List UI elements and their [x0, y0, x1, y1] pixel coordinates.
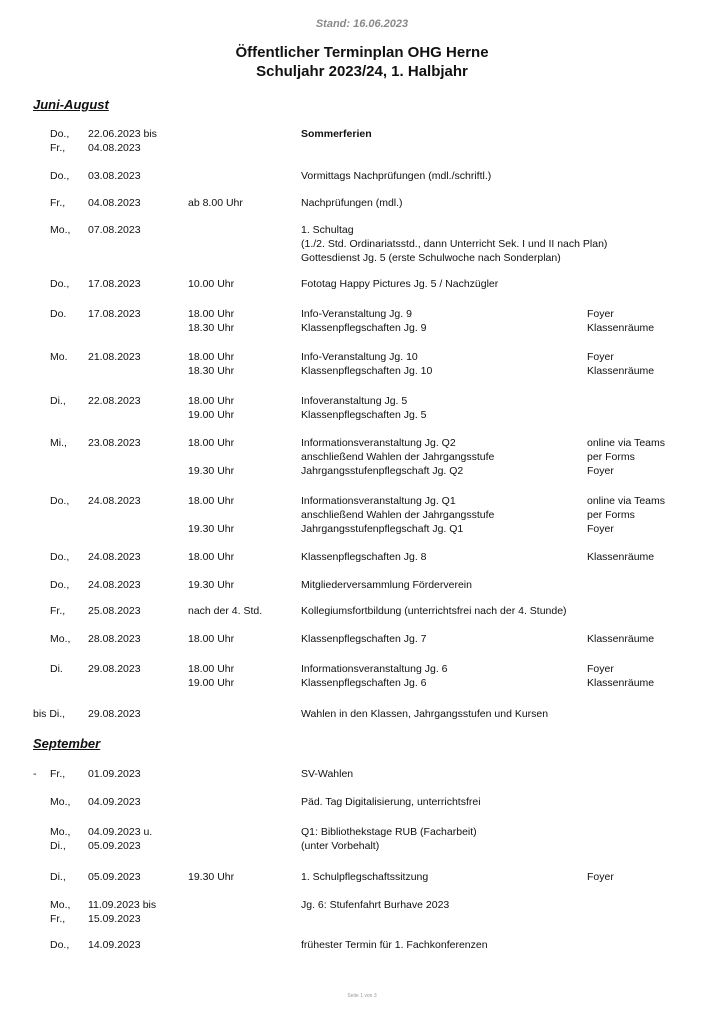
row-time: 18.30 Uhr [188, 322, 235, 334]
row-event: Informationsveranstaltung Jg. Q1 [301, 495, 456, 507]
row-time: 18.00 Uhr [188, 633, 235, 645]
row-location: Klassenräume [587, 551, 655, 563]
row-time: 19.30 Uhr [188, 579, 235, 591]
row-location: Klassenräume [587, 365, 655, 377]
row-day: Mo., [50, 633, 71, 645]
row-time: 10.00 Uhr [188, 278, 235, 290]
row-location: per Forms [587, 451, 635, 463]
row-day: Do., [50, 551, 70, 563]
row-event: Nachprüfungen (mdl.) [301, 197, 403, 209]
row-event: Info-Veranstaltung Jg. 10 [301, 351, 418, 363]
row-event: Kollegiumsfortbildung (unterrichtsfrei nach der 4. Stunde) [301, 605, 567, 617]
row-event: Jahrgangsstufenpflegschaft Jg. Q1 [301, 523, 464, 535]
row-location: per Forms [587, 509, 635, 521]
row-day: Di., [50, 871, 66, 883]
row-time: 19.30 Uhr [188, 465, 235, 477]
row-day: Mo., [50, 224, 71, 236]
row-day: Do., [50, 495, 70, 507]
row-location: online via Teams [587, 495, 666, 507]
row-event: Info-Veranstaltung Jg. 9 [301, 308, 412, 320]
row-time: 18.00 Uhr [188, 495, 235, 507]
row-location: Foyer [587, 351, 614, 363]
row-event: Sommerferien [301, 128, 372, 140]
row-date: 04.09.2023 [88, 796, 141, 808]
row-event: Klassenpflegschaften Jg. 6 [301, 677, 427, 689]
row-time: 18.30 Uhr [188, 365, 235, 377]
row-event: 1. Schultag [301, 224, 354, 236]
row-day: Di., [50, 840, 66, 852]
row-time: 18.00 Uhr [188, 437, 235, 449]
row-time: 19.30 Uhr [188, 871, 235, 883]
row-date: 29.08.2023 [88, 663, 141, 675]
page-title: Öffentlicher Terminplan OHG Herne [235, 44, 489, 61]
row-date: 21.08.2023 [88, 351, 141, 363]
row-day: Mo., [50, 796, 71, 808]
row-day: Do., [50, 939, 70, 951]
row-date: 03.08.2023 [88, 170, 141, 182]
row-event: Klassenpflegschaften Jg. 10 [301, 365, 433, 377]
row-date: 05.09.2023 [88, 840, 141, 852]
row-event: Fototag Happy Pictures Jg. 5 / Nachzügler [301, 278, 499, 290]
row-event: Infoveranstaltung Jg. 5 [301, 395, 408, 407]
row-date: 05.09.2023 [88, 871, 141, 883]
row-location: Foyer [587, 465, 614, 477]
page-subtitle: Schuljahr 2023/24, 1. Halbjahr [256, 63, 468, 80]
row-date: 24.08.2023 [88, 579, 141, 591]
row-date: 23.08.2023 [88, 437, 141, 449]
row-time: ab 8.00 Uhr [188, 197, 243, 209]
row-event: Wahlen in den Klassen, Jahrgangsstufen und Kursen [301, 708, 549, 720]
row-date: 29.08.2023 [88, 708, 141, 720]
row-event: frühester Termin für 1. Fachkonferenzen [301, 939, 488, 951]
row-day: Fr., [50, 768, 66, 780]
row-event: anschließend Wahlen der Jahrgangsstufe [301, 509, 495, 521]
row-event: Klassenpflegschaften Jg. 7 [301, 633, 427, 645]
row-event: Klassenpflegschaften Jg. 5 [301, 409, 427, 421]
row-date: 17.08.2023 [88, 278, 141, 290]
row-date: 25.08.2023 [88, 605, 141, 617]
row-event: (unter Vorbehalt) [301, 840, 380, 852]
row-event: Mitgliederversammlung Förderverein [301, 579, 472, 591]
row-location: Klassenräume [587, 633, 655, 645]
row-date: 07.08.2023 [88, 224, 141, 236]
row-location: Klassenräume [587, 322, 655, 334]
row-day: Fr., [50, 605, 66, 617]
row-event: Klassenpflegschaften Jg. 8 [301, 551, 427, 563]
row-day: Do., [50, 278, 70, 290]
row-date: 15.09.2023 [88, 913, 141, 925]
row-time: 18.00 Uhr [188, 551, 235, 563]
row-time: 19.00 Uhr [188, 677, 235, 689]
row-day: Mo. [50, 351, 68, 363]
row-date: 04.08.2023 [88, 197, 141, 209]
row-event: Jg. 6: Stufenfahrt Burhave 2023 [301, 899, 450, 911]
section-heading-september: September [33, 736, 101, 751]
row-time: 18.00 Uhr [188, 395, 235, 407]
row-location: Klassenräume [587, 677, 655, 689]
row-time: 19.00 Uhr [188, 409, 235, 421]
row-day: Do., [50, 170, 70, 182]
row-location: Foyer [587, 308, 614, 320]
row-event: Jahrgangsstufenpflegschaft Jg. Q2 [301, 465, 464, 477]
row-day: Fr., [50, 913, 66, 925]
row-location: Foyer [587, 871, 614, 883]
row-event: 1. Schulpflegschaftssitzung [301, 871, 429, 883]
row-time: 18.00 Uhr [188, 351, 235, 363]
row-date: 24.08.2023 [88, 495, 141, 507]
row-day: Do. [50, 308, 67, 320]
row-event: Q1: Bibliothekstage RUB (Facharbeit) [301, 826, 477, 838]
row-time: 18.00 Uhr [188, 663, 235, 675]
row-event: Vormittags Nachprüfungen (mdl./schriftl.) [301, 170, 492, 182]
row-date: 01.09.2023 [88, 768, 141, 780]
row-event: SV-Wahlen [301, 768, 354, 780]
row-day: Fr., [50, 142, 66, 154]
row-event: Gottesdienst Jg. 5 (erste Schulwoche nach Sonderplan) [301, 252, 561, 264]
row-date: 04.08.2023 [88, 142, 141, 154]
row-day: Do., [50, 128, 70, 140]
row-date: 14.09.2023 [88, 939, 141, 951]
row-day: Mi., [50, 437, 67, 449]
row-location: Foyer [587, 663, 614, 675]
row-day: Mo., [50, 899, 71, 911]
section-heading-juni-august: Juni-August [33, 97, 109, 112]
row-day: Di., [50, 395, 66, 407]
row-event: Päd. Tag Digitalisierung, unterrichtsfrei [301, 796, 481, 808]
row-date: 17.08.2023 [88, 308, 141, 320]
row-event: Klassenpflegschaften Jg. 9 [301, 322, 427, 334]
row-date: 28.08.2023 [88, 633, 141, 645]
row-event: Informationsveranstaltung Jg. Q2 [301, 437, 456, 449]
row-time: 19.30 Uhr [188, 523, 235, 535]
row-location: Foyer [587, 523, 614, 535]
row-time: 18.00 Uhr [188, 308, 235, 320]
row-day: Do., [50, 579, 70, 591]
row-location: online via Teams [587, 437, 666, 449]
row-date: 04.09.2023 u. [88, 826, 153, 838]
row-event: Informationsveranstaltung Jg. 6 [301, 663, 448, 675]
row-day: Di. [50, 663, 63, 675]
row-date: 22.06.2023 bis [88, 128, 157, 140]
page-footer: Seite 1 von 3 [347, 993, 377, 999]
row-date: 22.08.2023 [88, 395, 141, 407]
row-dash: - [33, 768, 37, 780]
row-time: nach der 4. Std. [188, 605, 263, 617]
row-day: Fr., [50, 197, 66, 209]
row-event: anschließend Wahlen der Jahrgangsstufe [301, 451, 495, 463]
stand-date: Stand: 16.06.2023 [315, 18, 409, 30]
row-date: 11.09.2023 bis [88, 899, 157, 911]
row-date: 24.08.2023 [88, 551, 141, 563]
row-day: Mo., [50, 826, 71, 838]
row-event: (1./2. Std. Ordinariatsstd., dann Unterricht Sek. I und II nach Plan) [301, 238, 608, 250]
row-day: bis Di., [33, 708, 66, 720]
